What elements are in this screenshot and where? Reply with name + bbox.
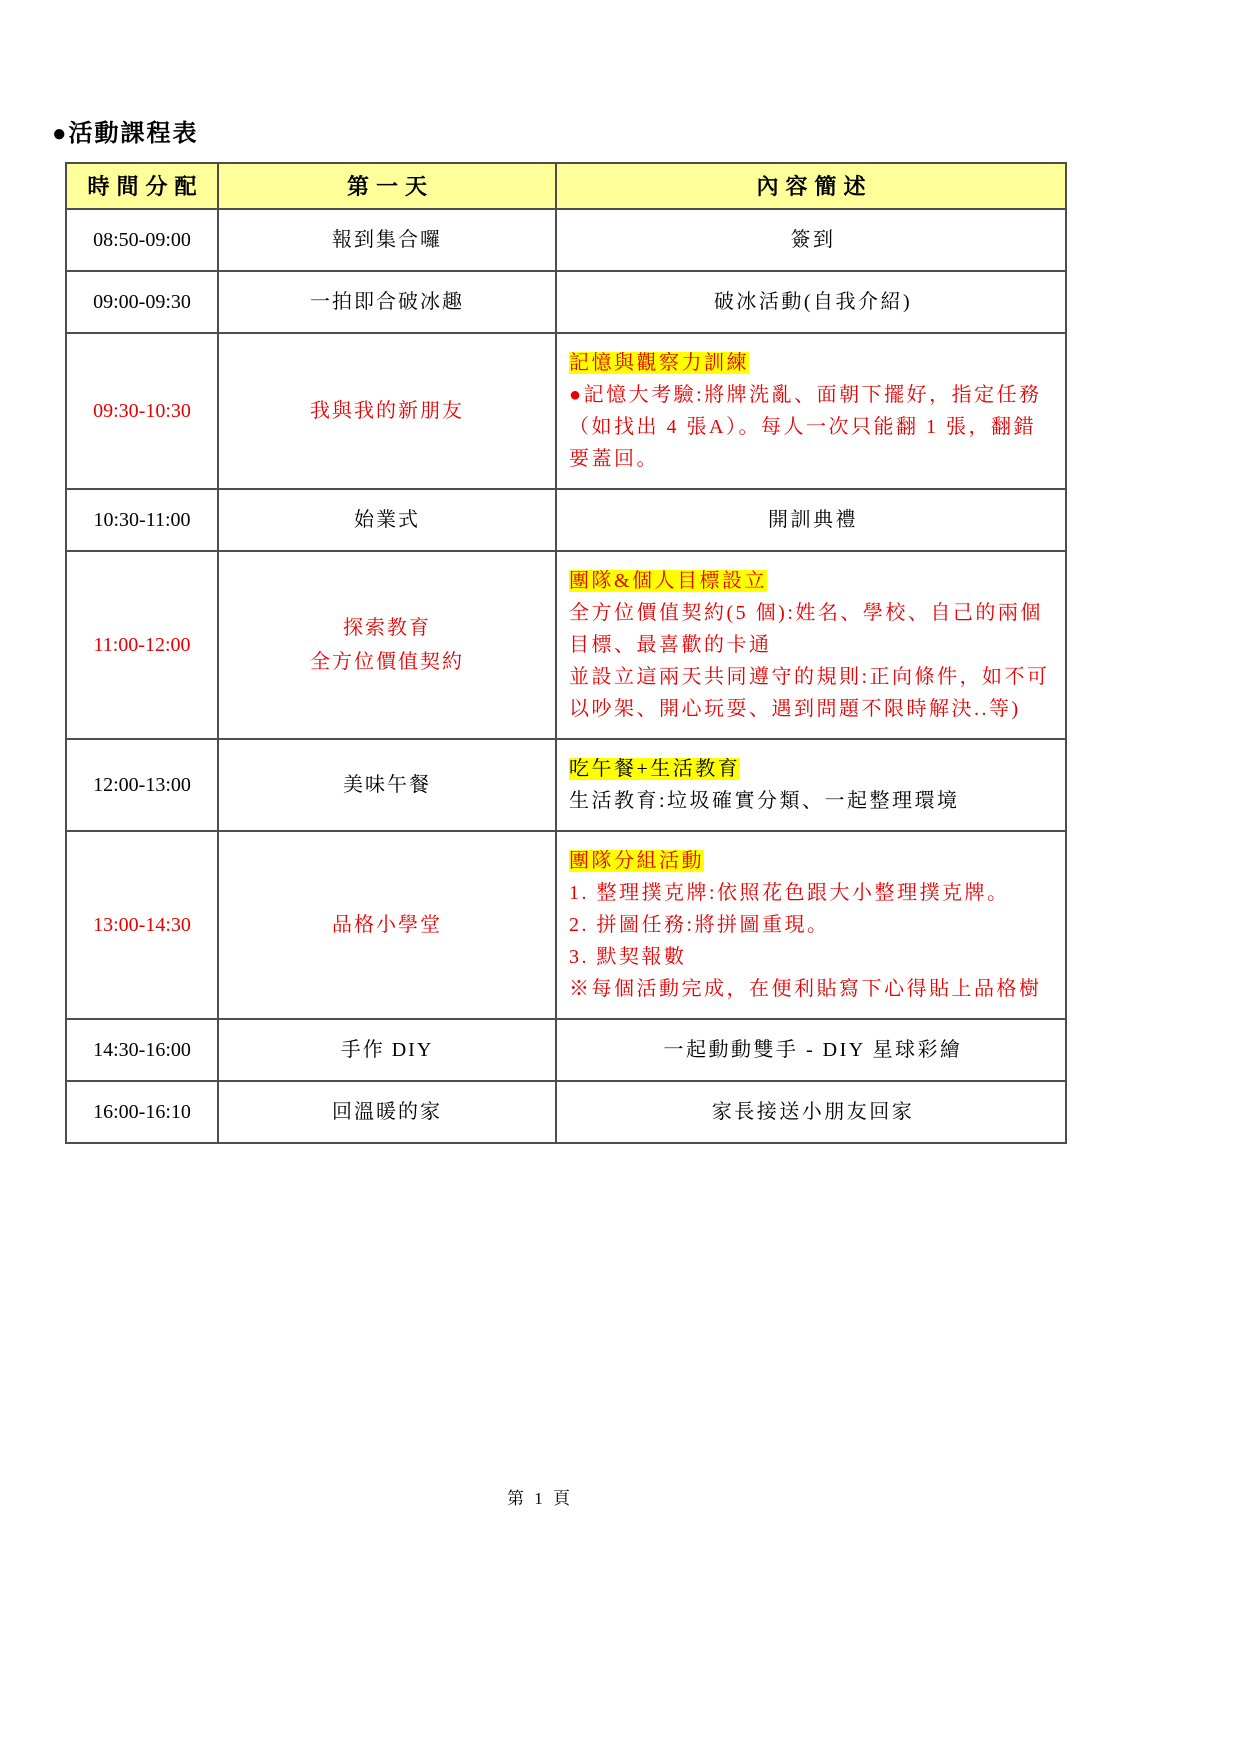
description-line: 2. 拼圖任務:將拼圖重現。	[569, 914, 830, 936]
activity-name: 探索教育	[343, 617, 431, 639]
schedule-row	[66, 333, 1066, 489]
description-line: ●記憶大考驗:將牌洗亂、面朝下擺好，指定任務	[569, 384, 1042, 406]
description-line: ※每個活動完成，在便利貼寫下心得貼上品格樹	[569, 978, 1042, 1000]
schedule-row	[66, 831, 1066, 1019]
activity-cell	[218, 209, 556, 271]
description-cell	[556, 739, 1066, 831]
activity-cell	[218, 551, 556, 739]
schedule-row	[66, 551, 1066, 739]
time-cell: 09:00-09:30	[66, 271, 218, 333]
activity-cell	[218, 1081, 556, 1143]
header-description-column: 內容簡述	[556, 163, 1066, 209]
description-line: 開訓典禮	[768, 509, 858, 531]
description-cell	[556, 333, 1066, 489]
schedule-table	[65, 162, 1067, 1144]
page-title: ●活動課程表	[52, 121, 199, 147]
activity-name: 美味午餐	[343, 774, 431, 796]
highlighted-section-label: 記憶與觀察力訓練	[569, 352, 749, 374]
description-cell	[556, 271, 1066, 333]
description-line: 要蓋回。	[569, 448, 659, 470]
schedule-row	[66, 1019, 1066, 1081]
description-line: 3. 默契報數	[569, 946, 687, 968]
schedule-row	[66, 1081, 1066, 1143]
schedule-row	[66, 271, 1066, 333]
activity-cell	[218, 831, 556, 1019]
description-line: 以吵架、開心玩耍、遇到問題不限時解決..等)	[569, 698, 1021, 720]
activity-name: 我與我的新朋友	[310, 400, 464, 422]
highlighted-section-label: 吃午餐+生活教育	[569, 758, 741, 780]
description-line: （如找出 4 張A）。每人一次只能翻 1 張，翻錯	[569, 416, 1036, 438]
activity-name: 品格小學堂	[332, 914, 442, 936]
description-cell	[556, 551, 1066, 739]
activity-name: 始業式	[354, 509, 420, 531]
activity-cell	[218, 1019, 556, 1081]
description-cell	[556, 209, 1066, 271]
description-line: 並設立這兩天共同遵守的規則:正向條件，如不可	[569, 666, 1050, 688]
activity-cell	[218, 739, 556, 831]
description-line: 簽到	[790, 229, 836, 251]
activity-cell	[218, 333, 556, 489]
description-cell	[556, 831, 1066, 1019]
description-line: 一起動動雙手 - DIY 星球彩繪	[663, 1039, 963, 1061]
time-cell: 13:00-14:30	[66, 831, 218, 1019]
page-number: 第 1 頁	[507, 1489, 573, 1508]
time-cell: 08:50-09:00	[66, 209, 218, 271]
activity-name: 回溫暖的家	[332, 1101, 442, 1123]
description-line: 目標、最喜歡的卡通	[569, 634, 772, 656]
activity-name: 全方位價值契約	[310, 651, 464, 673]
description-cell	[556, 489, 1066, 551]
time-cell: 16:00-16:10	[66, 1081, 218, 1143]
time-cell: 12:00-13:00	[66, 739, 218, 831]
description-line: 全方位價值契約(5 個):姓名、學校、自己的兩個	[569, 602, 1043, 624]
description-line: 生活教育:垃圾確實分類、一起整理環境	[569, 790, 960, 812]
description-line: 家長接送小朋友回家	[711, 1101, 915, 1123]
activity-name: 一拍即合破冰趣	[310, 291, 464, 313]
highlighted-section-label: 團隊&個人目標設立	[569, 570, 768, 592]
activity-cell	[218, 489, 556, 551]
time-cell: 11:00-12:00	[66, 551, 218, 739]
header-day1-column: 第一天	[218, 163, 556, 209]
activity-name: 手作 DIY	[340, 1039, 434, 1061]
activity-name: 報到集合囉	[332, 229, 442, 251]
highlighted-section-label: 團隊分組活動	[569, 850, 704, 872]
time-cell: 10:30-11:00	[66, 489, 218, 551]
schedule-row	[66, 489, 1066, 551]
description-line: 1. 整理撲克牌:依照花色跟大小整理撲克牌。	[569, 882, 1010, 904]
table-header-row	[66, 163, 1066, 209]
description-cell	[556, 1019, 1066, 1081]
schedule-row	[66, 739, 1066, 831]
time-cell: 09:30-10:30	[66, 333, 218, 489]
activity-cell	[218, 271, 556, 333]
schedule-row	[66, 209, 1066, 271]
time-cell: 14:30-16:00	[66, 1019, 218, 1081]
description-line: 破冰活動(自我介紹)	[713, 291, 913, 313]
header-time-column: 時間分配	[66, 163, 218, 209]
description-cell	[556, 1081, 1066, 1143]
